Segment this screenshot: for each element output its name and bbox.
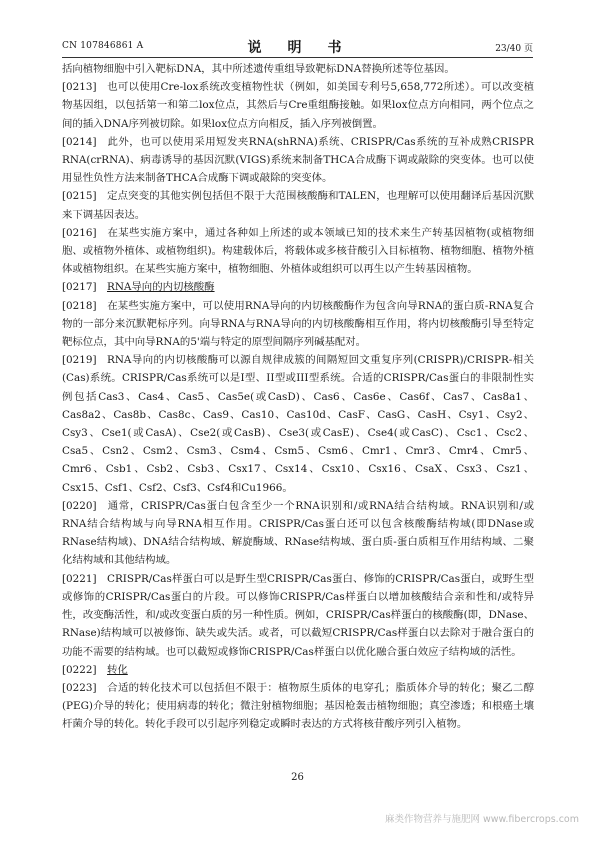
paragraph-0223 [62, 679, 534, 734]
page-header [62, 37, 533, 55]
paragraph-continuation [62, 60, 534, 78]
paragraph-0214 [62, 133, 534, 188]
paragraph-0217 [62, 278, 534, 296]
paragraph-number: [0221] [62, 572, 97, 585]
paragraph-text: 在某些实施方案中，通过各种如上所述的或本领域已知的技术来生产转基因植物(或植物细胞、或植物外植体、或植物组织)。构建载体后，将载体或多核苷酸引入目标植物、植物细胞、植物外植体或植物组织。在某些实施方案中，植物细胞、外植体或组织可以再生以产生转基因植物。 [62, 226, 534, 276]
document-body [62, 60, 534, 734]
paragraph-text: 括向植物细胞中引入靶标DNA，其中所述遗传重组导致靶标DNA替换所述等位基因。 [62, 63, 455, 75]
paragraph-text: 通常，CRISPR/Cas蛋白包含至少一个RNA识别和/或RNA结合结构域。RNA识别和/或RNA结合结构域与向导RNA相互作用。CRISPR/Cas蛋白还可以包含核酸酶结构域(即DNase或RNase结构域)、DNA结合结构域、解旋酶域、RNase结构域、蛋白质-蛋白质相互作用结构域、二聚化结构域和其他结构域。 [62, 499, 534, 567]
paragraph-number: [0214] [62, 135, 97, 148]
paragraph-text: CRISPR/Cas样蛋白可以是野生型CRISPR/Cas蛋白、修饰的CRISPR/Cas蛋白，或野生型或修饰的CRISPR/Cas蛋白的片段。可以修饰CRISPR/Cas样蛋白以增加核酸结合亲和性和/或特异性，改变酶活性，和/或改变蛋白质的另一种性质。例如，CRISPR/Cas样蛋白的核酸酶(即，DNase、RNase)结构域可以被修饰、缺失或失活。或者，可以截短CRISPR/Cas样蛋白以去除对于融合蛋白的功能不需要的结构域。也可以截短或修饰CRISPR/Cas样蛋白以优化融合蛋白效应子结构域的活性。 [62, 572, 534, 658]
paragraph-text: 在某些实施方案中，可以使用RNA导向的内切核酸酶作为包含向导RNA的蛋白质-RNA复合物的一部分来沉默靶标序列。向导RNA与RNA导向的内切核酸酶相互作用，将内切核酸酶引导至特定靶标位点，其中向导RNA的5'端与特定的原型间隔序列碱基配对。 [62, 299, 534, 349]
paragraph-0213 [62, 78, 534, 133]
patent-number: CN 107846861 A [62, 41, 144, 51]
paragraph-0219 [62, 351, 534, 497]
header-divider [62, 57, 533, 58]
paragraph-0218 [62, 297, 534, 352]
section-heading: 转化 [107, 663, 128, 676]
paragraph-number: [0215] [62, 190, 97, 203]
paragraph-text: RNA导向的内切核酸酶可以源自规律成簇的间隔短回文重复序列(CRISPR)/CRISPR-相关(Cas)系统。CRISPR/Cas系统可以是I型、II型或III型系统。合适的CRISPR/Cas蛋白的非限制性实例包括Cas3、Cas4、Cas5、Cas5e(或CasD)、Cas6、Cas6e、Cas6f、Cas7、Cas8a1、Cas8a2、Cas8b、Cas8c、Cas9、Cas10、Cas10d、CasF、CasG、CasH、Csy1、Csy2、Csy3、Cse1(或CasA)、Cse2(或CasB)、Cse3(或CasE)、Cse4(或CasC)、Csc1、Csc2、Csa5、Csn2、Csm2、Csm3、Csm4、Csm5、Csm6、Cmr1、Cmr3、Cmr4、Cmr5、Cmr6、Csb1、Csb2、Csb3、Csx17、Csx14、Csx10、Csx16、CsaX、Csx3、Csz1、Csx15、Csf1、Csf2、Csf3、Csf4和Cu1966。 [62, 354, 534, 494]
paragraph-text: 定点突变的其他实例包括但不限于大范围核酸酶和TALEN，也理解可以使用翻译后基因沉默来下调基因表达。 [62, 190, 534, 221]
paragraph-number: [0213] [62, 81, 97, 94]
paragraph-0221 [62, 570, 534, 661]
paragraph-number: [0219] [62, 354, 97, 367]
section-heading: RNA导向的内切核酸酶 [107, 281, 215, 294]
paragraph-text: 也可以使用Cre-lox系统改变植物性状（例如，如美国专利号5,658,772所述）。可以改变植物基因组，以包括第一和第二lox位点，其然后与Cre重组酶接触。如果lox位点方向相同，两个位点之间的插入DNA序列被切除。如果lox位点方向相反，插入序列被倒置。 [62, 81, 534, 130]
paragraph-0216 [62, 224, 534, 279]
paragraph-text: 合适的转化技术可以包括但不限于：植物原生质体的电穿孔；脂质体介导的转化；聚乙二醇(PEG)介导的转化；使用病毒的转化；微注射植物细胞；基因枪轰击植物细胞；真空渗透；和根癌土壤杆菌介导的转化。转化手段可以引起序列稳定或瞬时表达的方式将核苷酸序列引入植物。 [62, 681, 534, 731]
paragraph-text: 此外，也可以使用采用短发夹RNA(shRNA)系统、CRISPR/Cas系统的互补成熟CRISPR RNA(crRNA)、病毒诱导的基因沉默(VIGS)系统来制备THCA合成酶下调或敲除的突变体。也可以使用显性负性方法来制备THCA合成酶下调或敲除的突变体。 [62, 135, 534, 185]
document-title: 说 明 书 [247, 40, 348, 56]
paragraph-number: [0220] [62, 499, 97, 512]
paragraph-number: [0222] [62, 663, 97, 676]
paragraph-number: [0216] [62, 226, 97, 239]
paragraph-number: [0218] [62, 299, 97, 312]
site-watermark: 麻类作物营养与施肥网 www.fibercrops.com [384, 814, 579, 825]
page-counter: 23/40 页 [495, 44, 533, 54]
paragraph-0222 [62, 661, 534, 679]
paragraph-0220 [62, 497, 534, 570]
paragraph-0215 [62, 187, 534, 223]
paragraph-number: [0223] [62, 681, 97, 694]
page-number: 26 [291, 772, 304, 783]
paragraph-number: [0217] [62, 281, 97, 294]
